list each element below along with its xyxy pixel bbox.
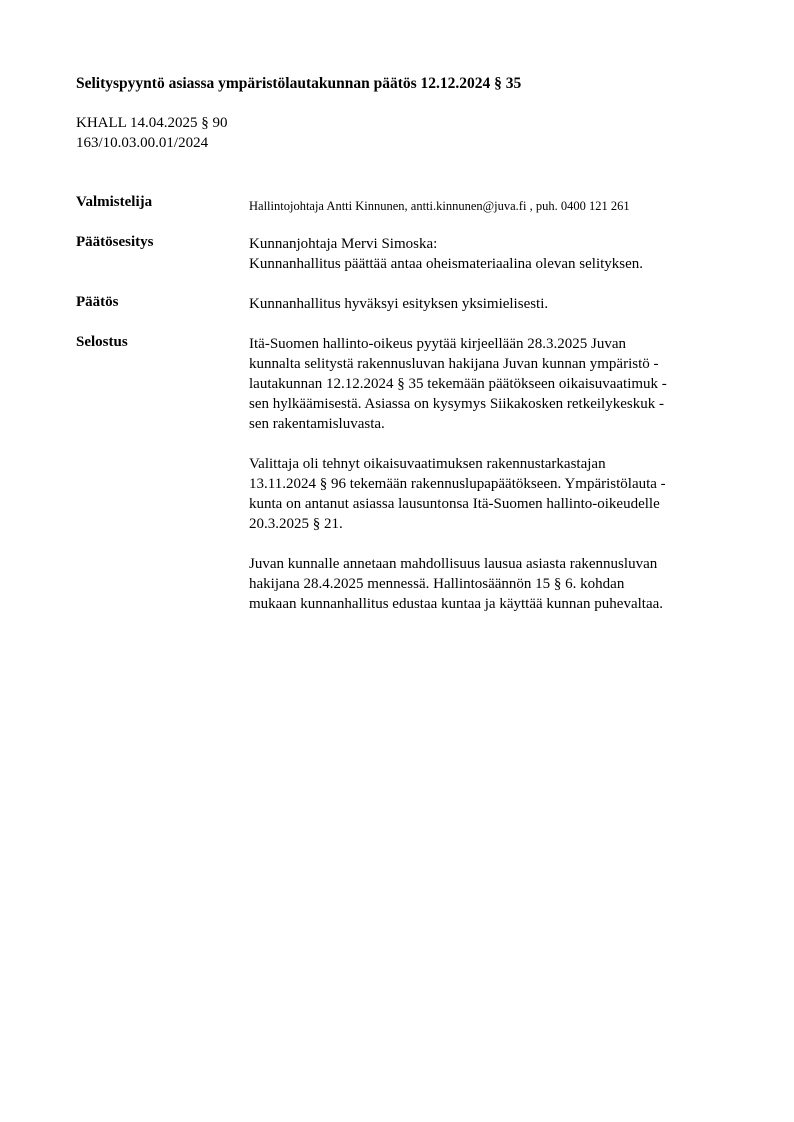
paragraph-line: lautakunnan 12.12.2024 § 35 tekemään päätökseen oikaisuvaatimuk - (249, 376, 667, 392)
valmistelija-label: Valmistelija (76, 194, 153, 210)
paatos-line: Kunnanhallitus hyväksyi esityksen yksimielisesti. (249, 296, 549, 312)
paragraph-line: hakijana 28.4.2025 mennessä. Hallintosäännön 15 § 6. kohdan (249, 576, 625, 592)
paragraph-line: Juvan kunnalle annetaan mahdollisuus lausua asiasta rakennusluvan (249, 556, 658, 572)
paragraph-line: kunta on antanut asiassa lausuntonsa Itä-Suomen hallinto-oikeudelle (249, 496, 660, 512)
paatosesitys-text (249, 234, 729, 274)
valmistelija-text (249, 196, 729, 216)
document-title: Selityspyyntö asiassa ympäristölautakunnan päätös 12.12.2024 § 35 (76, 75, 522, 92)
valmistelija-line: Hallintojohtaja Antti Kinnunen, antti.kinnunen@juva.fi , puh. 0400 121 261 (249, 199, 630, 213)
selostus-paragraph (249, 554, 729, 614)
paragraph-line: mukaan kunnanhallitus edustaa kuntaa ja käyttää kunnan puhevaltaa. (249, 596, 664, 612)
paragraph-line: sen hylkäämisestä. Asiassa on kysymys Siikakosken retkeilykeskuk - (249, 396, 664, 412)
paragraph-line: Valittaja oli tehnyt oikaisuvaatimuksen rakennustarkastajan (249, 456, 606, 472)
paatosesitys-line: Kunnanhallitus päättää antaa oheismateriaalina olevan selityksen. (249, 256, 644, 272)
selostus-paragraph (249, 454, 729, 534)
paatosesitys-line: Kunnanjohtaja Mervi Simoska: (249, 236, 438, 252)
paatosesitys-label: Päätösesitys (76, 234, 154, 250)
paragraph-line: Itä-Suomen hallinto-oikeus pyytää kirjeellään 28.3.2025 Juvan (249, 336, 626, 352)
paragraph-line: 13.11.2024 § 96 tekemään rakennuslupapäätökseen. Ympäristölauta - (249, 476, 666, 492)
paragraph-line: sen rakentamisluvasta. (249, 416, 385, 432)
meeting-reference: KHALL 14.04.2025 § 90 (76, 115, 228, 131)
paragraph-line: kunnalta selitystä rakennusluvan hakijana Juvan kunnan ympäristö - (249, 356, 659, 372)
paatos-text (249, 294, 729, 314)
selostus-text (249, 334, 729, 614)
paatos-label: Päätös (76, 294, 119, 310)
paragraph-line: 20.3.2025 § 21. (249, 516, 343, 532)
selostus-label: Selostus (76, 334, 128, 350)
selostus-paragraph (249, 334, 729, 434)
record-number: 163/10.03.00.01/2024 (76, 135, 209, 151)
